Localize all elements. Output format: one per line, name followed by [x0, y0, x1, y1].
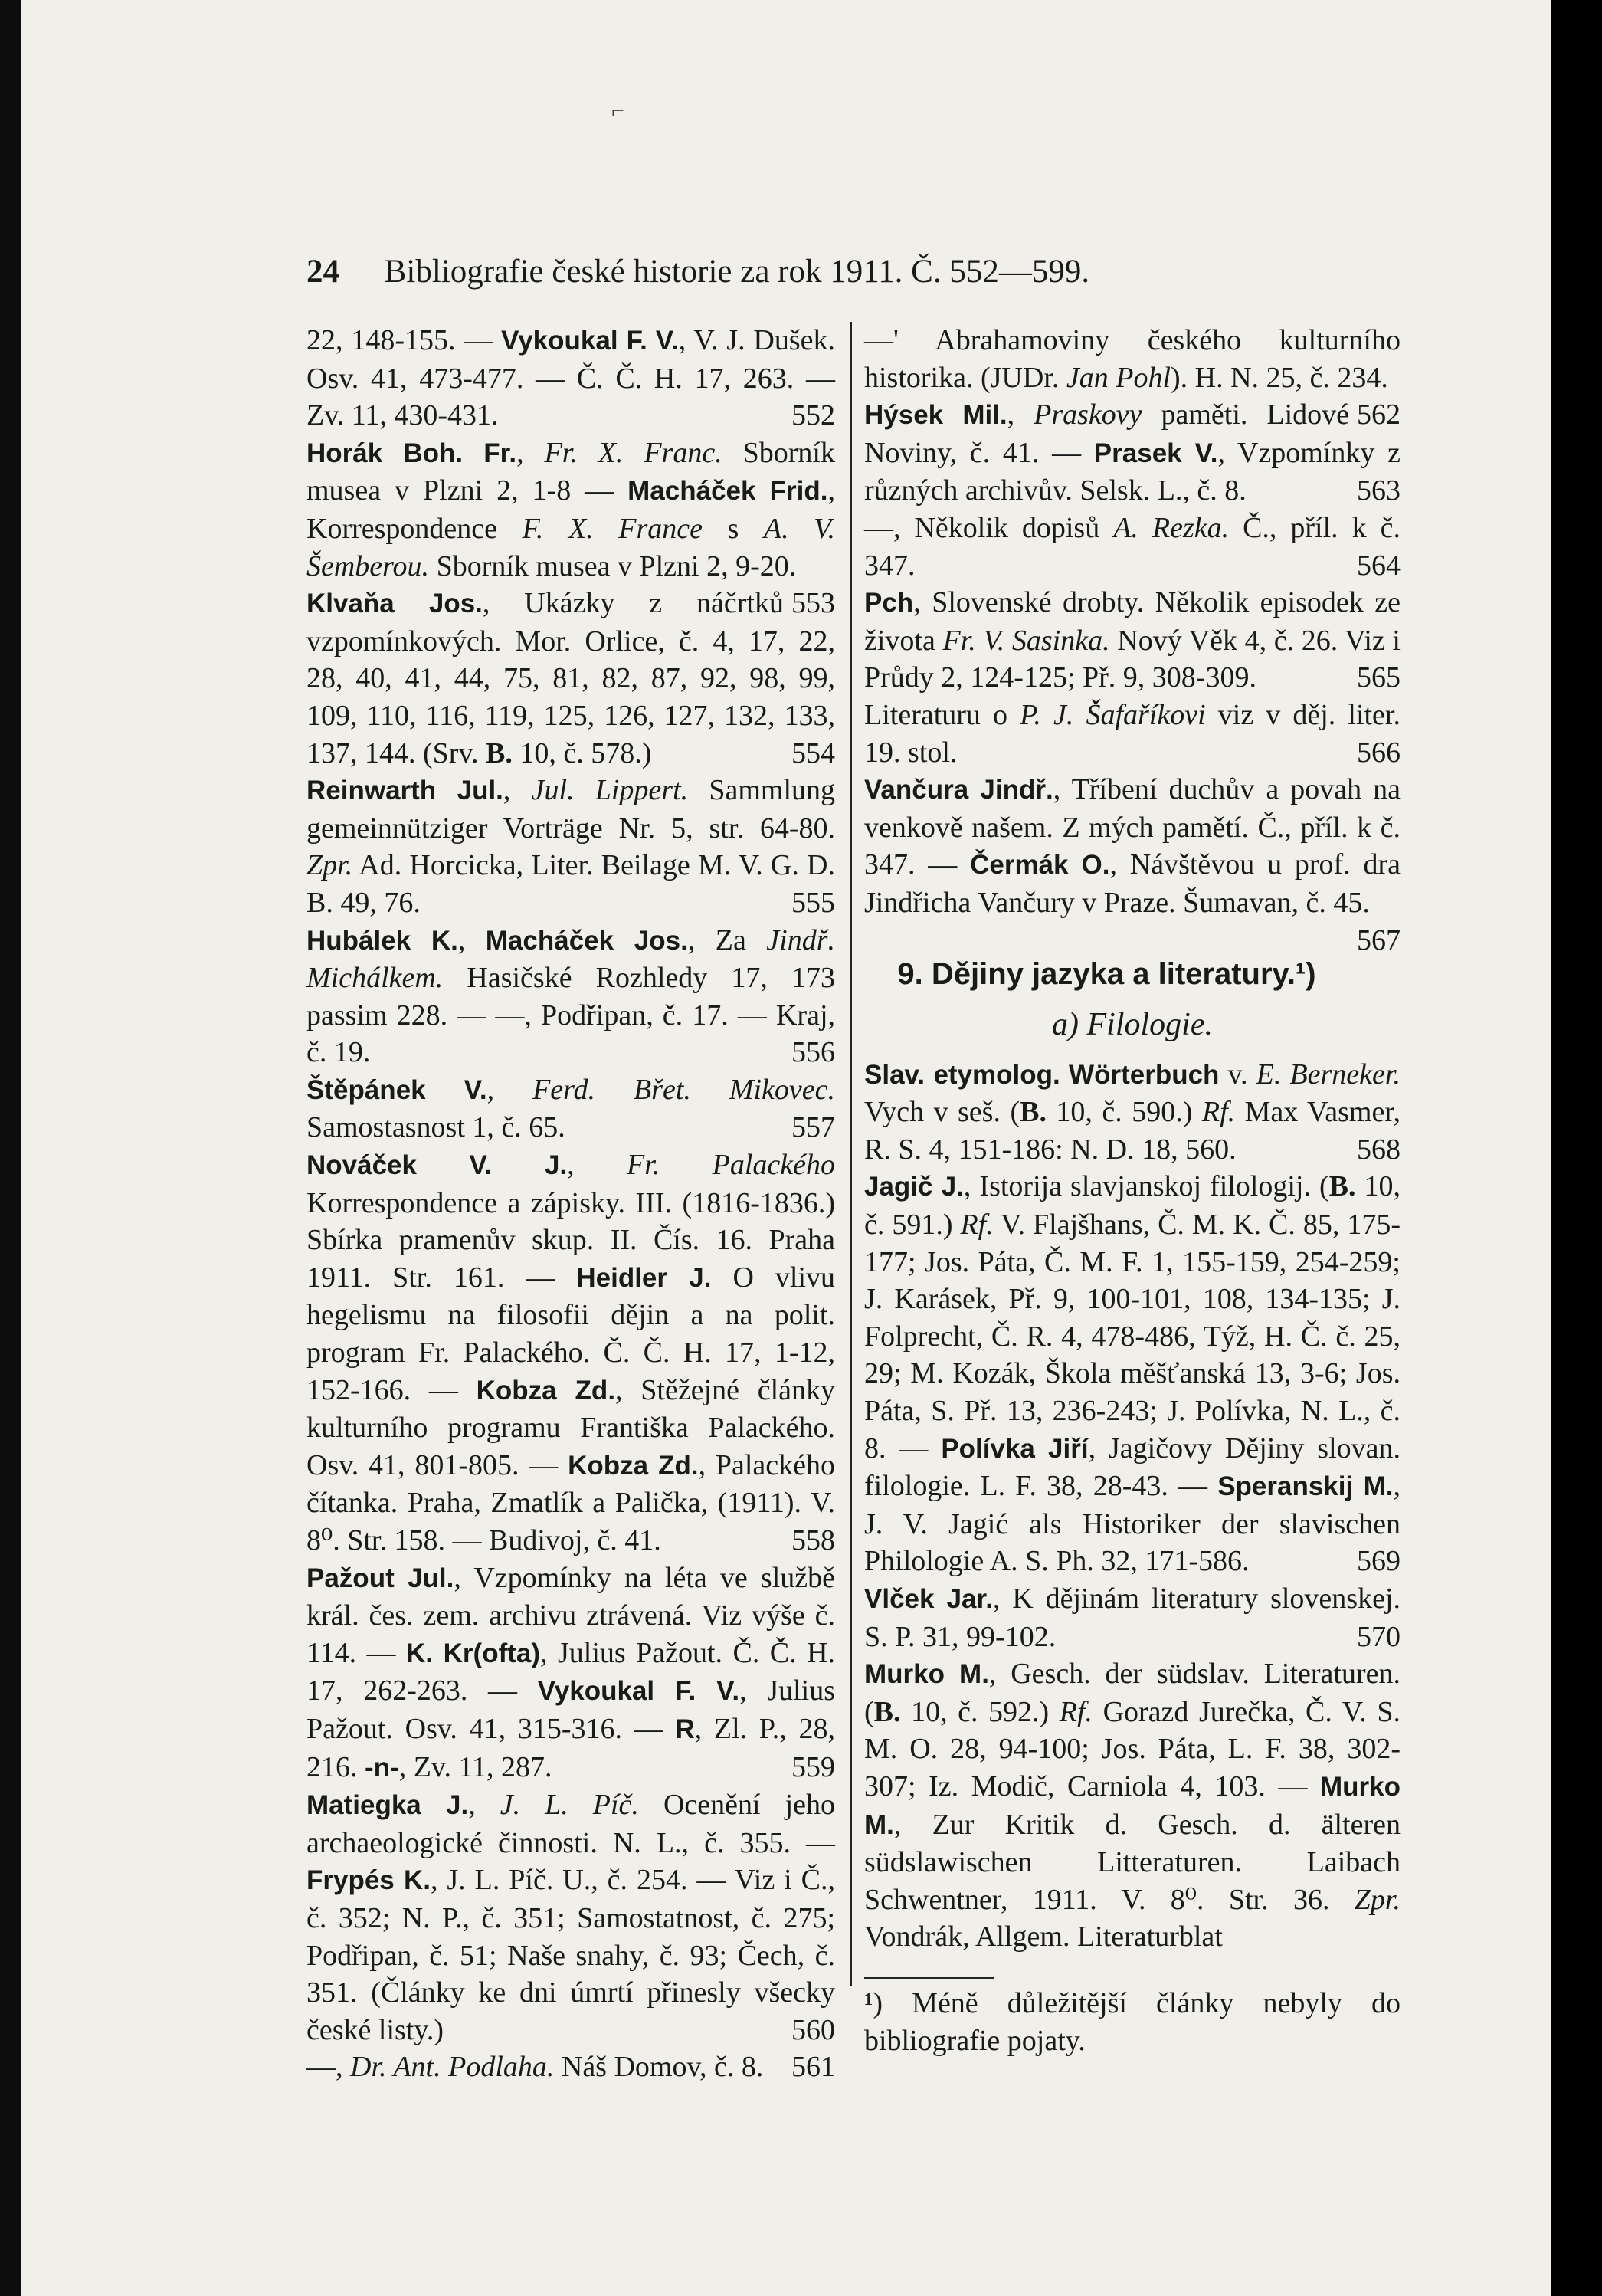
scan-border — [0, 0, 21, 2296]
bibliography-entry: Jagič J., Istorija slavjanskoj filologij. (B. 10, č. 591.) Rf. V. Flajšhans, Č. M. K. Č. 85, 175-177; Jos. Páta, Č. M. F. 1, 155-159, 254-259; J. Karásek, Př. 9, 100-101, 108, 134-135; J. Folprecht, Č. R. 4, 478-486, Týž, H. Č. č. 25, 29; M. Kozák, Škola měšťanská 13, 3-6; Jos. Páta, S. Př. 13, 236-243; J. Polívka, N. L., č. 8. — Polívka Jiří, Jagičovy Dějiny slovan. filologie. L. F. 38, 28-43. — Speranskij M., J. V. Jagić als Historiker der slavischen Philologie A. S. Ph. 32, 171-586. 569 — [864, 1168, 1401, 1580]
entry-number: 568 — [1357, 1133, 1401, 1166]
bibliography-entry: Pch, Slovenské drobty. Několik episodek ze života Fr. V. Sasinka. Nový Věk 4, č. 26. Viz i Průdy 2, 124-125; Př. 9, 308-309. 565 — [864, 584, 1401, 697]
entry-number: 564 — [1357, 549, 1401, 582]
entry-number: 563 — [1357, 474, 1401, 507]
bibliography-entry: Štěpánek V., Ferd. Břet. Mikovec. Samostasnost 1, č. 65. 557 — [306, 1071, 835, 1146]
entry-number: 552 — [791, 399, 835, 432]
entry-number: 562 — [1357, 399, 1401, 431]
entry-number: 559 — [791, 1750, 835, 1783]
bibliography-entry: Vlček Jar., K dějinám literatury slovenskej. S. P. 31, 99-102. 570 — [864, 1580, 1401, 1655]
bibliography-entry: Hubálek K., Macháček Jos., Za Jindř. Michálkem. Hasičské Rozhledy 17, 173 passim 228. — —, Podřipan, č. 17. — Kraj, č. 19. 556 — [306, 922, 835, 1071]
bibliography-entry: Literaturu o P. J. Šafaříkovi viz v děj. liter. 19. stol. 566 — [864, 697, 1401, 771]
bibliography-entry: 22, 148-155. — Vykoukal F. V., V. J. Dušek. Osv. 41, 473-477. — Č. Č. H. 17, 263. — Zv. 11, 430-431. 552 — [306, 322, 835, 435]
entry-number: 554 — [791, 736, 835, 769]
entry-number: 561 — [791, 2051, 835, 2084]
right-column — [864, 322, 1401, 2059]
entry-number: 556 — [791, 1036, 835, 1069]
entry-number: 560 — [791, 2013, 835, 2046]
bibliography-entry: Pažout Jul., Vzpomínky na léta ve službě král. čes. zem. archivu ztrávená. Viz výše č. 114. — K. Kr(ofta), Julius Pažout. Č. Č. H. 17, 262-263. — Vykoukal F. V., Julius Pažout. Osv. 41, 315-316. — R, Zl. P., 28, 216. -n-, Zv. 11, 287. 559 — [306, 1560, 835, 1787]
section-heading: 9. Dějiny jazyka a literatury.¹) — [897, 956, 1316, 991]
bibliography-entry: Nováček V. J., Fr. Palackého Korrespondence a zápisky. III. (1816-1836.) Sbírka pramenův skup. II. Čís. 16. Praha 1911. Str. 161. — Heidler J. O vlivu hegelismu na filosofii dějin a na polit. program Fr. Palackého. Č. Č. H. 17, 1-12, 152-166. — Kobza Zd., Stěžejné články kulturního programu Františka Palackého. Osv. 41, 801-805. — Kobza Zd., Palackého čítanka. Praha, Zmatlík a Palička, (1911). V. 8⁰. Str. 158. — Budivoj, č. 41. 558 — [306, 1146, 835, 1560]
page-header — [306, 253, 1325, 290]
bibliography-entry: Hýsek Mil., Praskovy paměti. Lidové Noviny, č. 41. — Prasek V., Vzpomínky z různých archivův. Selsk. L., č. 8. 563 — [864, 396, 1401, 510]
entry-number: 570 — [1357, 1620, 1401, 1653]
entry-number: 553 — [791, 587, 835, 620]
bibliography-entry: Klvaňa Jos., Ukázky z náčrtků vzpomínkových. Mor. Orlice, č. 4, 17, 22, 28, 40, 41, 44, 75, 81, 82, 87, 92, 98, 99, 109, 110, 116, 119, 125, 126, 127, 132, 133, 137, 144. (Srv. B. 10, č. 578.) 554 — [306, 585, 835, 772]
left-column — [306, 322, 835, 2086]
bibliography-entry: Matiegka J., J. L. Píč. Ocenění jeho archaeologické činnosti. N. L., č. 355. — Frypés K., J. L. Píč. U., č. 254. — Viz i Č., č. 352; N. P., č. 351; Samostatnost, č. 275; Podřipan, č. 51; Naše snahy, č. 93; Čech, č. 351. (Články ke dni úmrtí přinesly všecky české listy.) 560 — [306, 1786, 835, 2048]
entry-number: 569 — [1357, 1545, 1401, 1578]
entry-number: 566 — [1357, 736, 1401, 769]
footnote: ¹) Méně důležitější články nebyly do bibliografie pojaty. — [864, 1986, 1401, 2057]
bibliography-entry: Reinwarth Jul., Jul. Lippert. Sammlung gemeinnütziger Vorträge Nr. 5, str. 64-80. Zpr. Ad. Horcicka, Liter. Beilage M. V. G. D. B. 49, 76. 555 — [306, 772, 835, 921]
entry-number: 555 — [791, 886, 835, 919]
bibliography-entry: Slav. etymolog. Wörterbuch v. E. Berneker. Vych v seš. (B. 10, č. 590.) Rf. Max Vasmer, R. S. 4, 151-186: N. D. 18, 560. 568 — [864, 1056, 1401, 1169]
right-column-entries-after — [864, 1056, 1401, 1956]
bibliography-entry: Murko M., Gesch. der südslav. Literaturen. (B. 10, č. 592.) Rf. Gorazd Jurečka, Č. V. S. M. O. 28, 94-100; Jos. Páta, L. F. 38, 302-307; Iz. Modič, Carniola 4, 103. — Murko M., Zur Kritik d. Gesch. d. älteren südslawischen Litteraturen. Laibach Schwentner, 1911. V. 8⁰. Str. 36. Zpr. Vondrák, Allgem. Literaturblat — [864, 1658, 1401, 1953]
column-divider — [850, 322, 852, 1986]
bibliography-entry: —' Abrahamoviny českého kulturního historika. (JUDr. Jan Pohl). H. N. 25, č. 234. 562 — [864, 322, 1401, 396]
bibliography-entry: —, Dr. Ant. Podlaha. Náš Domov, č. 8. 561 — [306, 2048, 835, 2086]
right-column-entries — [864, 322, 1401, 956]
entry-number: 557 — [791, 1111, 835, 1144]
entry-number: 565 — [1357, 661, 1401, 694]
bibliography-entry: Vančura Jindř., Tříbení duchův a povah na venkově našem. Z mých pamětí. Č., příl. k č. 347. — Čermák O., Návštěvou u prof. dra Jindřicha Vančury v Praze. Šumavan, č. 45. 567 — [864, 771, 1401, 921]
entry-number: 567 — [1357, 923, 1401, 956]
subsection-heading: a) Filologie. — [1052, 1007, 1213, 1043]
running-title: Bibliografie české historie za rok 1911. Č. 552—599. — [384, 254, 1090, 290]
entry-number: 558 — [791, 1524, 835, 1556]
stray-ink-mark: ⌐ — [611, 98, 624, 123]
bibliography-entry: —, Několik dopisů A. Rezka. Č., příl. k č. 347. 564 — [864, 510, 1401, 584]
page-number: 24 — [306, 254, 339, 290]
bibliography-entry: Horák Boh. Fr., Fr. X. Franc. Sborník musea v Plzni 2, 1-8 — Macháček Frid., Korrespondence F. X. France s A. V. Šemberou. Sborník musea v Plzni 2, 9-20. 553 — [306, 435, 835, 585]
footnote-rule — [864, 1977, 994, 1979]
